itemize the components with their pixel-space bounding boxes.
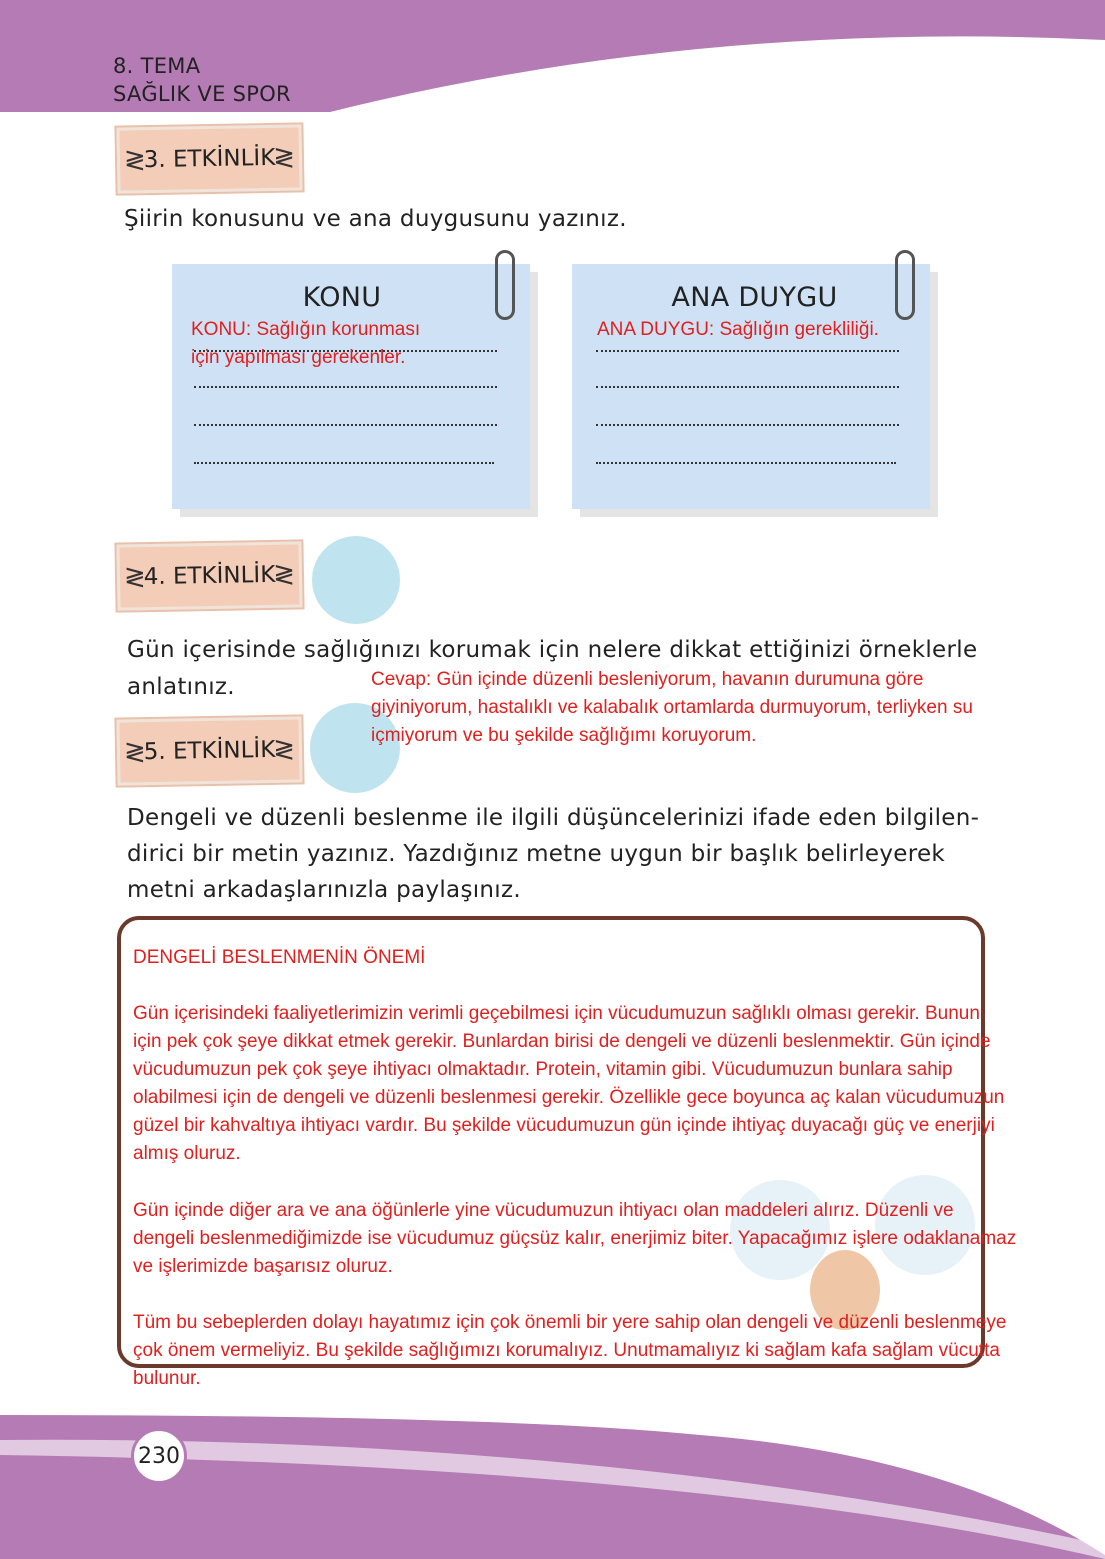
ana-duygu-title: ANA DUYGU bbox=[671, 282, 838, 313]
answer-line: çok önem vermeliyiz. Bu şekilde sağlığımızı korumalıyız. Unutmamalıyız ki sağlam kafa sağlam vücutta bbox=[133, 1340, 1000, 1361]
instruction-line: dirici bir metin yazınız. Yazdığınız metne uygun bir başlık belirleyerek bbox=[127, 841, 946, 867]
answer-line: Gün içerisindeki faaliyetlerimizin verimli geçebilmesi için vücudumuzun sağlıklı olması gerekir. Bunun bbox=[133, 1003, 980, 1024]
answer-paragraph-1 bbox=[133, 1000, 1004, 1168]
instruction-line: Dengeli ve düzenli beslenme ile ilgili düşüncelerinizi ifade eden bilgilen- bbox=[127, 805, 980, 831]
activity-tag-3 bbox=[116, 124, 302, 193]
paperclip-icon bbox=[895, 250, 915, 320]
answer-line: için pek çok şeye dikkat etmek gerekir. Bunlardan birisi de dengeli ve düzenli beslenmektir. Gün içinde bbox=[133, 1031, 991, 1052]
konu-answer bbox=[191, 316, 420, 372]
answer-line: bulunur. bbox=[133, 1368, 201, 1389]
answer-line: dengeli beslenmediğimizde ise vücudumuz güçsüz kalır, enerjimiz biter. Yapacağımız işlere odaklanamaz bbox=[133, 1228, 1017, 1249]
answer-line: olabilmesi için de dengeli ve düzenli beslenmesi gerekir. Özellikle gece boyunca aç kalan vücudumuzun bbox=[133, 1087, 1005, 1108]
boy-illustration bbox=[312, 536, 400, 624]
konu-note bbox=[172, 264, 530, 509]
activity-tag-label: ≷ 3. ETKİNLİK bbox=[143, 144, 276, 174]
answer-paragraph-2 bbox=[133, 1197, 1016, 1281]
activity-tag-5 bbox=[116, 716, 302, 785]
konu-title: KONU bbox=[302, 282, 382, 313]
ana-duygu-note bbox=[572, 264, 930, 509]
answer-line: Cevap: Gün içinde düzenli besleniyorum, havanın durumuna göre bbox=[371, 669, 924, 690]
theme-header bbox=[113, 52, 291, 108]
theme-title: SAĞLIK VE SPOR bbox=[113, 82, 291, 106]
answer-line: Tüm bu sebeplerden dolayı hayatımız için çok önemli bir yere sahip olan dengeli ve düzenli beslenmeye bbox=[133, 1312, 1007, 1333]
page-number: 230 bbox=[131, 1428, 187, 1484]
activity-tag-label: ≷ 5. ETKİNLİK bbox=[143, 736, 276, 766]
paperclip-icon bbox=[495, 250, 515, 320]
answer-line: güzel bir kahvaltıya ihtiyacı vardır. Bu şekilde vücudumuzun gün içinde ihtiyaç duyacağı güç ve enerjiyi bbox=[133, 1115, 995, 1136]
activity-tag-4 bbox=[116, 541, 302, 610]
answer-line: almış oluruz. bbox=[133, 1143, 241, 1164]
activity4-answer bbox=[371, 666, 973, 750]
answer-line: giyiniyorum, hastalıklı ve kalabalık ortamlarda durmuyorum, terliyken su bbox=[371, 697, 973, 718]
activity5-instruction bbox=[127, 800, 979, 908]
answer-title: DENGELİ BESLENMENİN ÖNEMİ bbox=[133, 947, 426, 968]
answer-line: vücudumuzun pek çok şeye ihtiyacı olmaktadır. Protein, vitamin gibi. Vücudumuzun bunlara sahip bbox=[133, 1059, 953, 1080]
activity-tag-label: ≷ 4. ETKİNLİK bbox=[143, 561, 276, 591]
answer-line: ve işlerimizde başarısız oluruz. bbox=[133, 1256, 393, 1277]
ana-duygu-answer: ANA DUYGU: Sağlığın gerekliliği. bbox=[597, 319, 879, 340]
instruction-line: anlatınız. bbox=[127, 674, 235, 700]
konu-answer-line: KONU: Sağlığın korunması bbox=[191, 319, 421, 340]
answer-line: içmiyorum ve bu şekilde sağlığımı koruyorum. bbox=[371, 725, 757, 746]
theme-number: 8. TEMA bbox=[113, 54, 201, 78]
answer-line: Gün içinde diğer ara ve ana öğünlerle yine vücudumuzun ihtiyacı olan maddeleri alırız. Düzenli ve bbox=[133, 1200, 954, 1221]
instruction-line: metni arkadaşlarınızla paylaşınız. bbox=[127, 877, 521, 903]
answer-paragraph-3 bbox=[133, 1309, 1006, 1393]
konu-answer-line: için yapılması gerekenler. bbox=[191, 347, 406, 368]
activity3-instruction: Şiirin konusunu ve ana duygusunu yazınız. bbox=[124, 206, 627, 232]
instruction-line: Gün içerisinde sağlığınızı korumak için nelere dikkat ettiğinizi örneklerle bbox=[127, 637, 978, 663]
